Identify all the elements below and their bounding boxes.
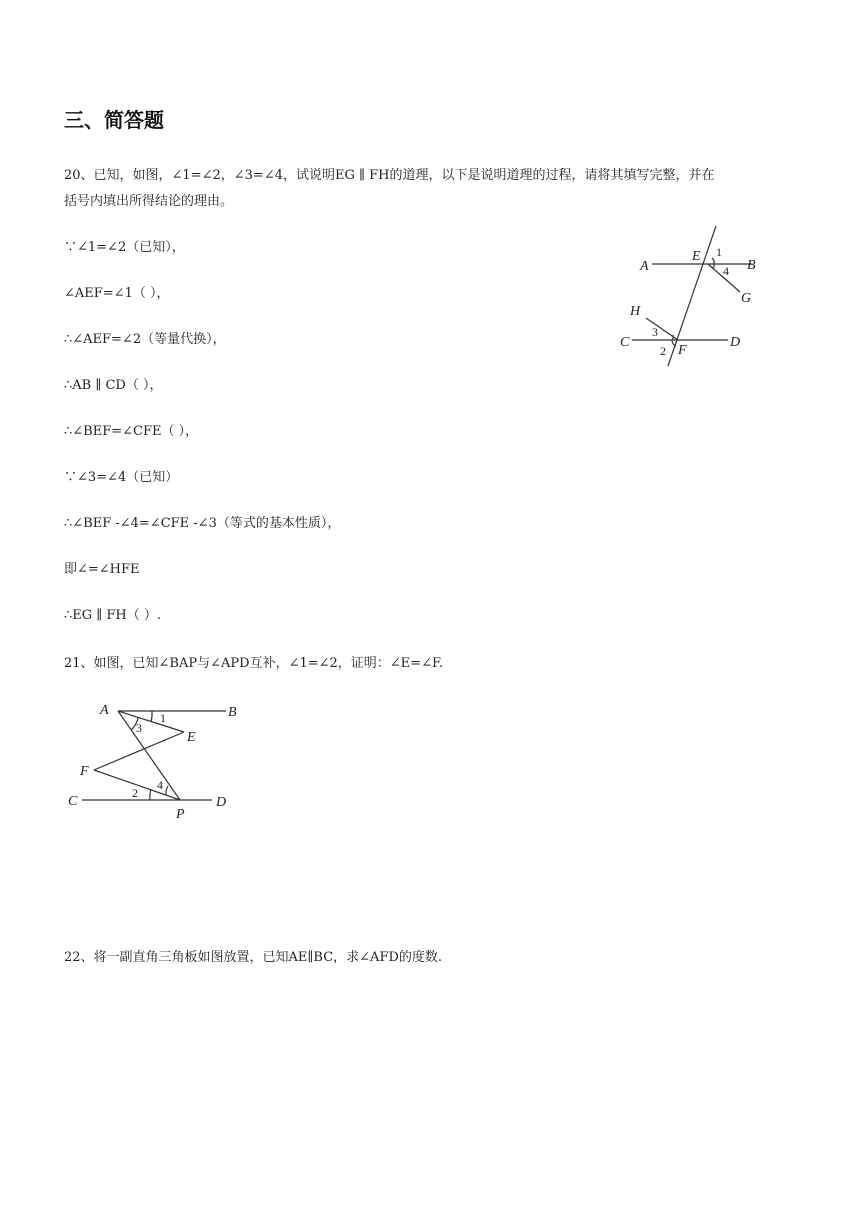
- label-c: C: [68, 794, 78, 809]
- q20-step-3: ∴∠AEF=∠2（等量代换），: [64, 332, 226, 347]
- angle-2-arc: [150, 789, 151, 800]
- q20-step-7: ∴∠BEF -∠4=∠CFE -∠3（等式的基本性质），: [64, 516, 341, 531]
- q20-figure: [612, 222, 772, 372]
- label-b: B: [228, 705, 237, 720]
- angle-4-arc: [713, 264, 714, 269]
- section-heading: 三、简答题: [64, 108, 164, 132]
- label-f: F: [678, 343, 687, 358]
- q20-step-6: ∵∠3=∠4（已知）: [64, 470, 179, 485]
- label-b: B: [747, 258, 756, 273]
- angle-2-label: 2: [660, 344, 666, 358]
- q20-text-line2: 括号内填出所得结论的理由。: [64, 194, 234, 209]
- q20-step-9: ∴EG ∥ FH（ ）.: [64, 608, 162, 623]
- label-g: G: [741, 291, 752, 306]
- label-e: E: [187, 730, 196, 745]
- q22-text: 22、将一副直角三角板如图放置，已知AE∥BC，求∠AFD的度数.: [64, 950, 443, 965]
- angle-1-arc: [712, 258, 714, 264]
- angle-2-label: 2: [132, 786, 138, 800]
- label-p: P: [176, 807, 185, 822]
- label-e: E: [692, 249, 701, 264]
- label-h: H: [630, 304, 641, 319]
- q20-step-2: ∠AEF=∠1（ ），: [64, 286, 170, 301]
- q20-step-5: ∴∠BEF=∠CFE（ ），: [64, 424, 199, 439]
- q21-figure: [60, 696, 250, 826]
- angle-1-label: 1: [716, 245, 722, 259]
- label-c: C: [620, 335, 630, 350]
- angle-1-arc: [151, 711, 152, 722]
- label-a: A: [640, 259, 649, 274]
- angle-4-label: 4: [723, 264, 729, 278]
- transversal-ef: [668, 226, 716, 366]
- label-f: F: [80, 764, 89, 779]
- q20-text-line1: 20、已知，如图，∠1=∠2，∠3=∠4，试说明EG ∥ FH的道理，以下是说明道理的过程，请将其填写完整，并在: [64, 168, 715, 183]
- q20-step-1: ∵∠1=∠2（已知），: [64, 240, 185, 255]
- segment-ef: [94, 732, 184, 770]
- angle-3-label: 3: [652, 325, 658, 339]
- angle-4-arc: [166, 786, 168, 795]
- q21-text: 21、如图，已知∠BAP与∠APD互补，∠1=∠2，证明：∠E=∠F.: [64, 656, 444, 671]
- label-d: D: [730, 335, 741, 350]
- label-d: D: [216, 795, 227, 810]
- q20-step-8: 即∠=∠HFE: [64, 562, 140, 577]
- q20-step-4: ∴AB ∥ CD（ ），: [64, 378, 163, 393]
- angle-4-label: 4: [157, 778, 163, 792]
- angle-3-label: 3: [136, 721, 142, 735]
- label-a: A: [100, 703, 109, 718]
- angle-1-label: 1: [160, 711, 166, 725]
